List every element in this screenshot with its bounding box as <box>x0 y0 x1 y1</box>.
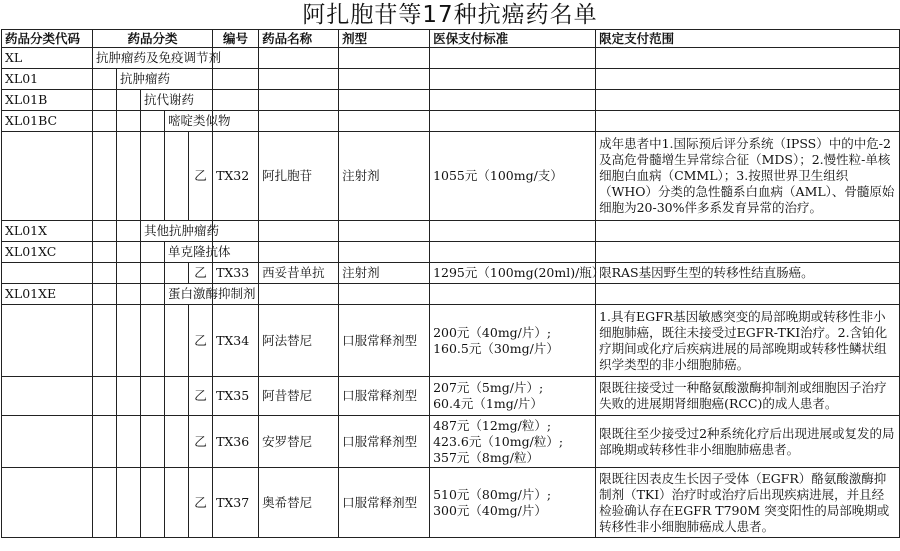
drug-scope: 限既往接受过一种酪氨酸激酶抑制剂或细胞因子治疗失败的进展期肾细胞癌(RCC)的成人患者。 <box>596 377 900 416</box>
category-name: 嘧啶类似物 <box>165 111 213 132</box>
price-line: 160.5元（30mg/片） <box>433 340 559 356</box>
drug-name: 安罗替尼 <box>259 416 339 468</box>
drug-form: 口服常释剂型 <box>339 305 430 377</box>
header-number: 编号 <box>213 30 259 48</box>
table-row <box>2 132 900 221</box>
price-line: 487元（12mg/粒）; <box>433 417 552 433</box>
category-name: 其他抗肿瘤药 <box>141 221 213 242</box>
drug-form: 注射剂 <box>339 263 430 284</box>
drug-number: TX35 <box>213 377 259 416</box>
price-line: 60.4元（1mg/片） <box>433 396 543 411</box>
table-row <box>2 69 900 90</box>
price-line: 300元（40mg/片） <box>433 502 547 518</box>
category-name: 抗肿瘤药 <box>117 69 213 90</box>
header-category: 药品分类 <box>93 30 213 48</box>
header-code: 药品分类代码 <box>2 30 93 48</box>
drug-scope: 限RAS基因野生型的转移性结直肠癌。 <box>596 263 900 284</box>
drug-form: 口服常释剂型 <box>339 416 430 468</box>
category-name: 单克隆抗体 <box>165 242 213 263</box>
drug-form: 注射剂 <box>339 132 430 221</box>
drug-price <box>430 416 596 468</box>
category-code: XL01BC <box>2 111 93 132</box>
table-row <box>2 377 900 416</box>
table-row <box>2 468 900 538</box>
drug-name: 阿扎胞苷 <box>259 132 339 221</box>
drug-number: TX34 <box>213 305 259 377</box>
category-name: 蛋白激酶抑制剂 <box>165 284 213 305</box>
category-code: XL01 <box>2 69 93 90</box>
header-price: 医保支付标准 <box>430 30 596 48</box>
drug-price <box>430 263 605 284</box>
price-line: 200元（40mg/片）; <box>433 324 552 340</box>
category-code: XL <box>2 48 93 69</box>
drug-list-table <box>1 29 900 538</box>
drug-type: 乙 <box>189 132 213 221</box>
drug-type: 乙 <box>189 263 213 284</box>
drug-price <box>430 377 596 416</box>
header-form: 剂型 <box>339 30 430 48</box>
drug-number: TX32 <box>213 132 259 221</box>
drug-name: 西妥昔单抗 <box>259 263 339 284</box>
drug-type: 乙 <box>189 305 213 377</box>
drug-number: TX36 <box>213 416 259 468</box>
table-row <box>2 221 900 242</box>
drug-scope: 成年患者中1.国际预后评分系统（IPSS）中的中危-2及高危骨髓增生异常综合征（MDS）；2.慢性粒-单核细胞白血病（CMML）；3.按照世界卫生组织（WHO）分类的急性髓系白血病（AML）、骨髓原始细胞为20-30%伴多系发育异常的治疗。 <box>596 132 900 221</box>
drug-type: 乙 <box>189 468 213 538</box>
table-row <box>2 305 900 377</box>
drug-type: 乙 <box>189 377 213 416</box>
table-row <box>2 284 900 305</box>
table-row <box>2 242 900 263</box>
table-row <box>2 111 900 132</box>
drug-form: 口服常释剂型 <box>339 377 430 416</box>
table-row <box>2 90 900 111</box>
drug-name: 阿法替尼 <box>259 305 339 377</box>
drug-name: 阿昔替尼 <box>259 377 339 416</box>
table-row <box>2 263 900 284</box>
drug-scope: 1.具有EGFR基因敏感突变的局部晚期或转移性非小细胞肺癌，既往未接受过EGFR-TKI治疗。2.含铂化疗期间或化疗后疾病进展的局部晚期或转移性鳞状组织学类型的非小细胞肺癌。 <box>596 305 900 377</box>
price-line: 207元（5mg/片）; <box>433 380 544 395</box>
table-row <box>2 416 900 468</box>
drug-scope: 限既往至少接受过2种系统化疗后出现进展或复发的局部晚期或转移性非小细胞肺癌患者。 <box>596 416 900 468</box>
header-scope: 限定支付范围 <box>596 30 900 48</box>
drug-type: 乙 <box>189 416 213 468</box>
drug-number: TX33 <box>213 263 259 284</box>
category-code: XL01XE <box>2 284 93 305</box>
drug-scope: 限既往因表皮生长因子受体（EGFR）酪氨酸激酶抑制剂（TKI）治疗时或治疗后出现疾病进展，并且经检验确认存在EGFR T790M 突变阳性的局部晚期或转移性非小细胞肺癌成人患者。 <box>596 468 900 538</box>
price-line: 1295元（100mg(20ml)/瓶） <box>433 265 605 280</box>
drug-price <box>430 468 596 538</box>
category-code: XL01X <box>2 221 93 242</box>
drug-name: 奥希替尼 <box>259 468 339 538</box>
header-name: 药品名称 <box>259 30 339 48</box>
drug-price <box>430 305 596 377</box>
category-name: 抗肿瘤药及免疫调节剂 <box>93 48 213 69</box>
category-name: 抗代谢药 <box>141 90 213 111</box>
table-row <box>2 48 900 69</box>
header-row <box>2 30 900 48</box>
drug-number: TX37 <box>213 468 259 538</box>
category-code: XL01XC <box>2 242 93 263</box>
price-line: 1055元（100mg/支） <box>433 168 563 183</box>
price-line: 357元（8mg/粒） <box>433 449 539 465</box>
page-title: 阿扎胞苷等17种抗癌药名单 <box>302 2 598 28</box>
drug-price <box>430 132 596 221</box>
drug-form: 口服常释剂型 <box>339 468 430 538</box>
price-line: 510元（80mg/片）; <box>433 486 552 502</box>
category-code: XL01B <box>2 90 93 111</box>
price-line: 423.6元（10mg/粒）; <box>433 433 564 449</box>
